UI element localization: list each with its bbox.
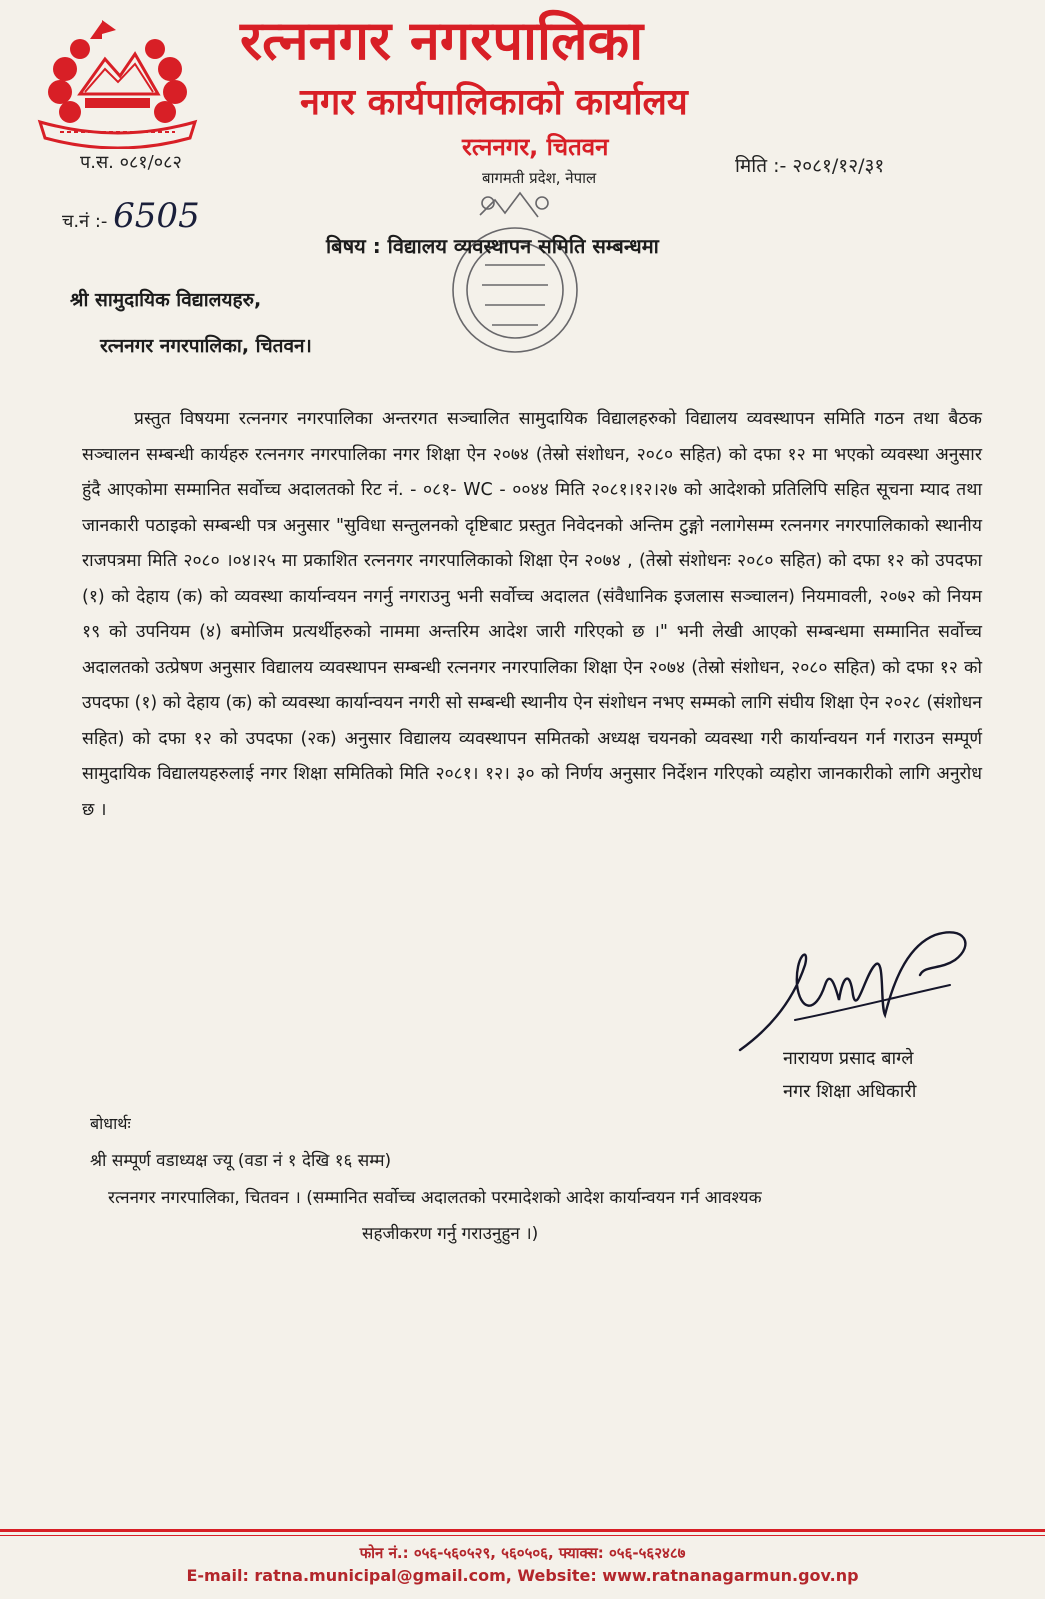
signatory-name: नारायण प्रसाद बाग्ले [783,1048,914,1069]
letter-dispatch-number [62,196,200,236]
footer-divider [0,1529,1045,1532]
cc-line-2: रत्ननगर नगरपालिका, चितवन । (सम्मानित सर्वोच्च अदालतको परमादेशको आदेश कार्यान्वयन गर्न आवश्यक [108,1188,762,1208]
recipient-line-1: श्री सामुदायिक विद्यालयहरु, [70,289,262,311]
letter-ps-number [80,150,182,174]
letter-body: प्रस्तुत विषयमा रत्ननगर नगरपालिका अन्तरगत सञ्चालित सामुदायिक विद्यालहरुको विद्यालय व्यवस्थापन समिति गठन तथा बैठक सञ्चालन सम्बन्धी कार्यहरु रत्ननगर नगरपालिका नगर शिक्षा ऐन २०७४ (तेस्रो संशोधन, २०८० सहित) को दफा १२ मा भएको व्यवस्था अनुसार हुंदै आएकोमा सम्मानित सर्वोच्च अदालतको रिट नं. - ०८१- WC - ००४४ मिति २०८१।१२।२७ को आदेशको प्रतिलिपि सहित सूचना म्याद तथा जानकारी पठाइको सम्बन्धी पत्र अनुसार "सुविधा सन्तुलनको दृष्टिबाट प्रस्तुत निवेदनको अन्तिम टुङ्गो नलागेसम्म रत्ननगर नगरपालिकाको स्थानीय राजपत्रमा मिति २०८० ।०४।२५ मा प्रकाशित रत्ननगर नगरपालिकाको शिक्षा ऐन २०७४ , (तेस्रो संशोधनः २०८० सहित) को दफा १२ को उपदफा (१) को देहाय (क) को व्यवस्था कार्यान्वयन नगर्नु नगराउनु भनी सर्वोच्च अदालत (संवैधानिक इजलास सञ्चालन) नियमावली, २०७२ को नियम १९ को उपनियम (४) बमोजिम प्रत्यर्थीहरुको नाममा अन्तरिम आदेश जारी गरिएको छ ।" भनी लेखी आएको सम्बन्धमा सम्मानित सर्वोच्च अदालतको उत्प्रेषण अनुसार विद्यालय व्यवस्थापन सम्बन्धी रत्ननगर नगरपालिका शिक्षा ऐन २०७४ (तेस्रो संशोधन, २०८० सहित) को दफा १२ को उपदफा (१) को देहाय (क) को व्यवस्था कार्यान्वयन नगरी सो सम्बन्धी स्थानीय ऐन संशोधन नभए सम्मको लागि संघीय शिक्षा ऐन २०२८ (संशोधन सहित) को दफा १२ को उपदफा (२क) अनुसार विद्यालय व्यवस्थापन समितको अध्यक्ष चयनको व्यवस्था गरी कार्यान्वयन गर्न गराउन सम्पूर्ण सामुदायिक विद्यालयहरुलाई नगर शिक्षा समितिको मिति २०८१। १२। ३० को निर्णय अनुसार निर्देशन गरिएको व्यहोरा जानकारीको लागि अनुरोध छ । [82,409,982,820]
footer-divider-thin [0,1535,1045,1536]
signatory-title: नगर शिक्षा अधिकारी [783,1081,917,1102]
municipality-name: रत्ननगर नगरपालिका [240,9,644,72]
footer-email-website: E-mail: ratna.municipal@gmail.com, Website: www.ratnanagarmun.gov.np [186,1566,859,1585]
cn-value: 6505 [113,196,200,236]
date-value: २०८१/१२/३१ [792,155,885,177]
letter-date [735,152,884,178]
cn-label: च.नं :- [62,211,108,232]
cc-line-3: सहजीकरण गर्नु गराउनुहुन ।) [362,1224,539,1244]
footer-phone-fax: फोन नं.: ०५६-५६०५२९, ५६०५०६, फ्याक्स: ०५६-५६२४८७ [359,1544,686,1562]
ps-value: ०८१/०८२ [119,152,182,173]
handwritten-signature [735,915,980,1065]
ps-label: प.स. [80,152,114,173]
recipient-line-2: रत्ननगर नगरपालिका, चितवन। [100,335,312,357]
letter-subject: बिषय : विद्यालय व्यवस्थापन समिति सम्बन्धमा [326,234,659,258]
office-stamp [440,175,590,365]
date-label: मिति :- [735,155,787,177]
province-line: बागमती प्रदेश, नेपाल [482,169,597,187]
office-name: नगर कार्यपालिकाको कार्यालय [300,82,688,123]
cc-line-1: श्री सम्पूर्ण वडाध्यक्ष ज्यू (वडा नं १ देखि १६ सम्म) [90,1151,392,1171]
office-address: रत्ननगर, चितवन [462,133,609,161]
cc-label: बोधार्थः [90,1114,131,1133]
nepal-emblem-logo [30,14,205,149]
